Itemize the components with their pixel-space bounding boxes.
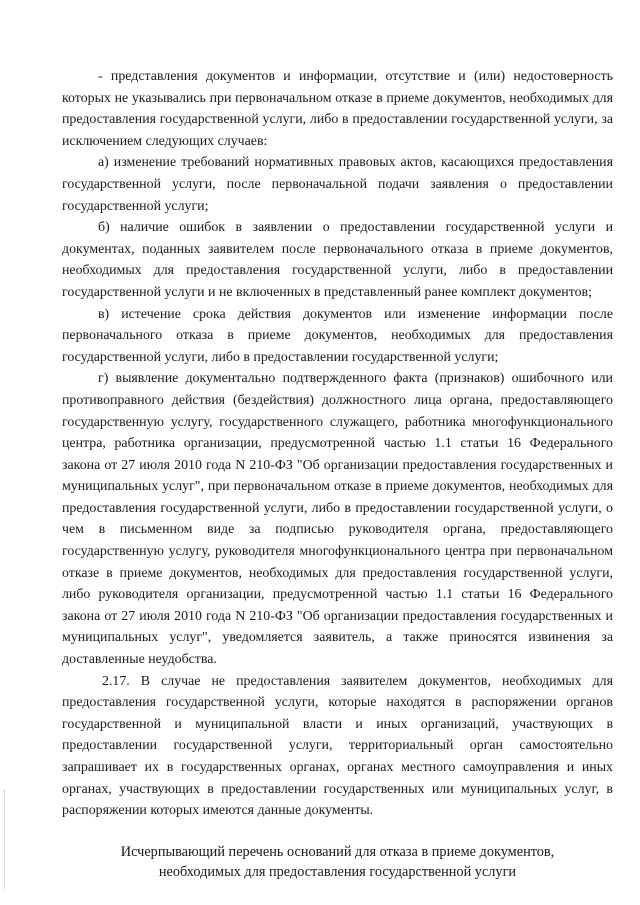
scan-margin-mark	[4, 790, 6, 890]
section-heading-line-2: необходимых для предоставления государственной услуги	[158, 863, 517, 880]
paragraph-documents-absence: - представления документов и информации, отсутствие и (или) недостоверность которых не указывались при первоначальном отказе в приеме документов, необходимых для предоставления государственной услуги, либо в предоставлении государственной услуги, за исключением следующих случаев:	[62, 69, 613, 149]
section-gap	[62, 822, 613, 842]
paragraph-item-a: а) изменение требований нормативных правовых актов, касающихся предоставления государственной услуги, после первоначальной подачи заявления о предоставлении государственной услуги;	[62, 155, 613, 214]
paragraph-item-v: в) истечение срока действия документов или изменение информации после первоначального отказа в приеме документов, необходимых для предоставления государственной услуги, либо в предоставлении государственной услуги;	[62, 306, 613, 365]
paragraph-item-b: б) наличие ошибок в заявлении о предоставлении государственной услуги и документах, поданных заявителем после первоначального отказа в приеме документов, необходимых для предоставления государственной услуги, либо в предоставлении государственной услуги и не включенных в представленный ранее комплект документов;	[62, 220, 613, 300]
section-heading-line-1: Исчерпывающий перечень оснований для отказа в приеме документов,	[120, 843, 555, 860]
paragraph-2-17: 2.17. В случае не предоставления заявителем документов, необходимых для предоставления государственной услуги, которые находятся в распоряжении органов государственной и муниципальной власти и иных организаций, участвующих в предоставлении государственной услуги, территориальный орган самостоятельно запрашивает их в государственных органах, органах местного самоуправления и иных органах, участвующих в предоставлении государственных или муниципальных услуг, в распоряжении которых имеются данные документы.	[62, 673, 613, 819]
paragraph-item-g: г) выявление документально подтвержденного факта (признаков) ошибочного или противоправного действия (бездействия) должностного лица органа, предоставляющего государственную услугу, государственного служащего, работника многофункционального центра, работника организации, предусмотренной частью 1.1 статьи 16 Федерального закона от 27 июля 2010 года N 210-ФЗ "Об организации предоставления государственных и муниципальных услуг", при первоначальном отказе в приеме документов, необходимых для предоставления государственной услуги, либо в предоставлении государственной услуги, о чем в письменном виде за подписью руководителя органа, предоставляющего государственную услугу, руководителя многофункционального центра при первоначальном отказе в приеме документов, необходимых для предоставления государственной услуги, либо руководителя организации, предусмотренной частью 1.1 статьи 16 Федерального закона от 27 июля 2010 года N 210-ФЗ "Об организации предоставления государственных и муниципальных услуг", уведомляется заявитель, а также приносятся извинения за доставленные неудобства.	[62, 371, 613, 668]
